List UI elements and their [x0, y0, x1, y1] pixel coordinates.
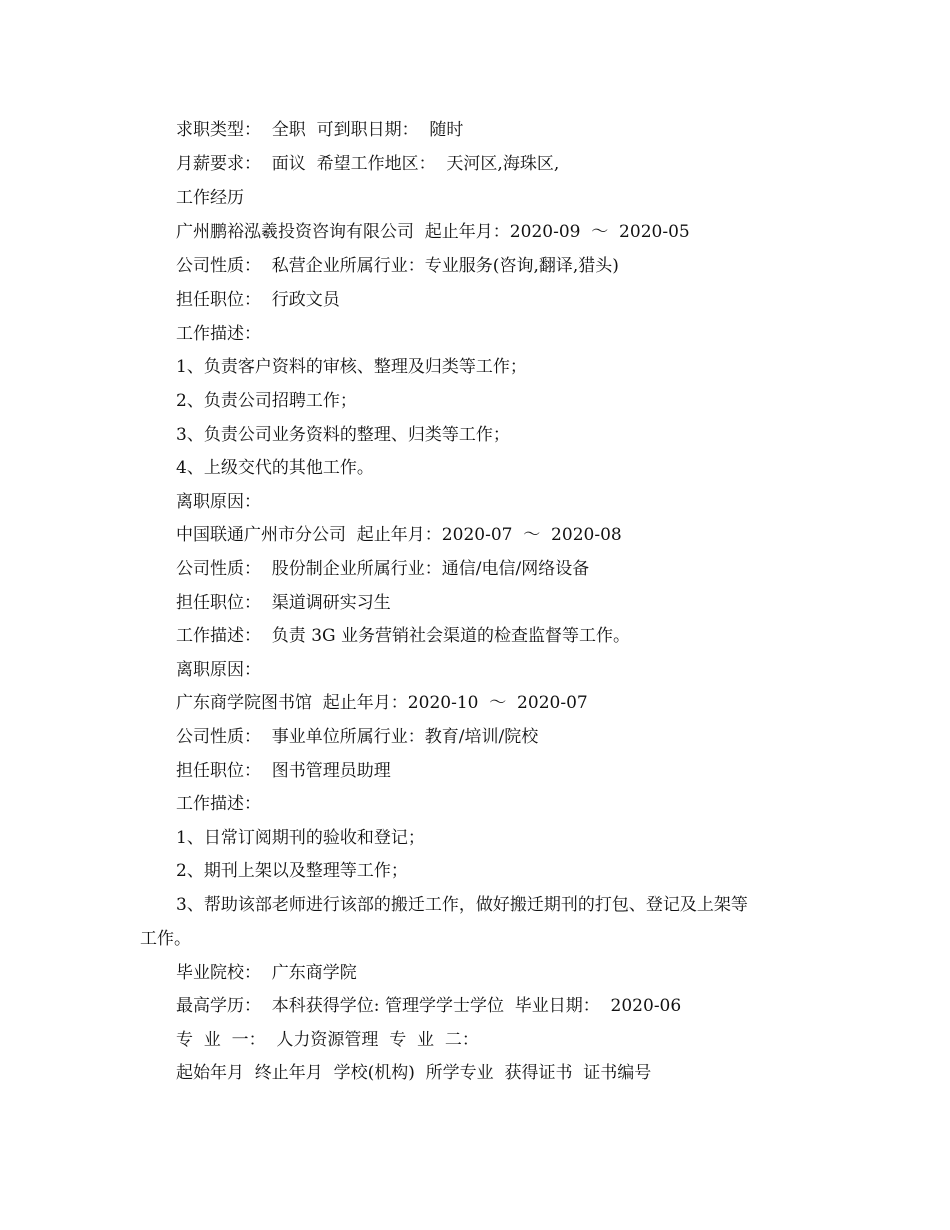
job1-duty-1: 1、负责客户资料的审核、整理及归类等工作；	[176, 357, 527, 377]
major-line: 专 业 一： 人力资源管理 专 业 二：	[176, 1030, 479, 1050]
education-degree-line: 最高学历： 本科获得学位: 管理学学士学位 毕业日期： 2020-06	[176, 996, 682, 1016]
job2-position-line: 担任职位： 渠道调研实习生	[176, 593, 391, 613]
job1-company-line: 广州鹏裕泓羲投资咨询有限公司 起止年月：2020-09 ～ 2020-05	[176, 222, 690, 242]
job1-leave-reason: 离职原因：	[176, 492, 261, 512]
job3-company-line: 广东商学院图书馆 起止年月：2020-10 ～ 2020-07	[176, 693, 588, 713]
education-table-header: 起始年月 终止年月 学校(机构) 所学专业 获得证书 证书编号	[176, 1063, 652, 1083]
job3-duty-3: 3、帮助该部老师进行该部的搬迁工作，做好搬迁期刊的打包、登记及上架等	[176, 895, 748, 915]
job1-duty-4: 4、上级交代的其他工作。	[176, 458, 374, 478]
job3-duty-1: 1、日常订阅期刊的验收和登记；	[176, 828, 425, 848]
job2-leave-reason: 离职原因：	[176, 660, 261, 680]
job-type-line: 求职类型： 全职 可到职日期： 随时	[176, 120, 464, 140]
job3-nature-line: 公司性质： 事业单位所属行业：教育/培训/院校	[176, 727, 539, 747]
job1-duty-2: 2、负责公司招聘工作；	[176, 391, 357, 411]
job1-duty-3: 3、负责公司业务资料的整理、归类等工作；	[176, 425, 510, 445]
job1-description-label: 工作描述：	[176, 324, 261, 344]
job3-duty-2: 2、期刊上架以及整理等工作；	[176, 861, 408, 881]
job3-position-line: 担任职位： 图书管理员助理	[176, 761, 391, 781]
job2-description-line: 工作描述： 负责 3G 业务营销社会渠道的检查监督等工作。	[176, 626, 631, 646]
job2-company-line: 中国联通广州市分公司 起止年月：2020-07 ～ 2020-08	[176, 525, 622, 545]
work-history-heading: 工作经历	[176, 188, 244, 208]
job1-nature-line: 公司性质： 私营企业所属行业：专业服务(咨询,翻译,猎头)	[176, 256, 619, 276]
job3-description-label: 工作描述：	[176, 794, 261, 814]
salary-location-line: 月薪要求： 面议 希望工作地区： 天河区,海珠区,	[176, 154, 560, 174]
job2-nature-line: 公司性质： 股份制企业所属行业：通信/电信/网络设备	[176, 559, 590, 579]
job3-duty-3-continued: 工作。	[140, 929, 191, 949]
graduation-school-line: 毕业院校： 广东商学院	[176, 963, 357, 983]
job1-position-line: 担任职位： 行政文员	[176, 290, 340, 310]
